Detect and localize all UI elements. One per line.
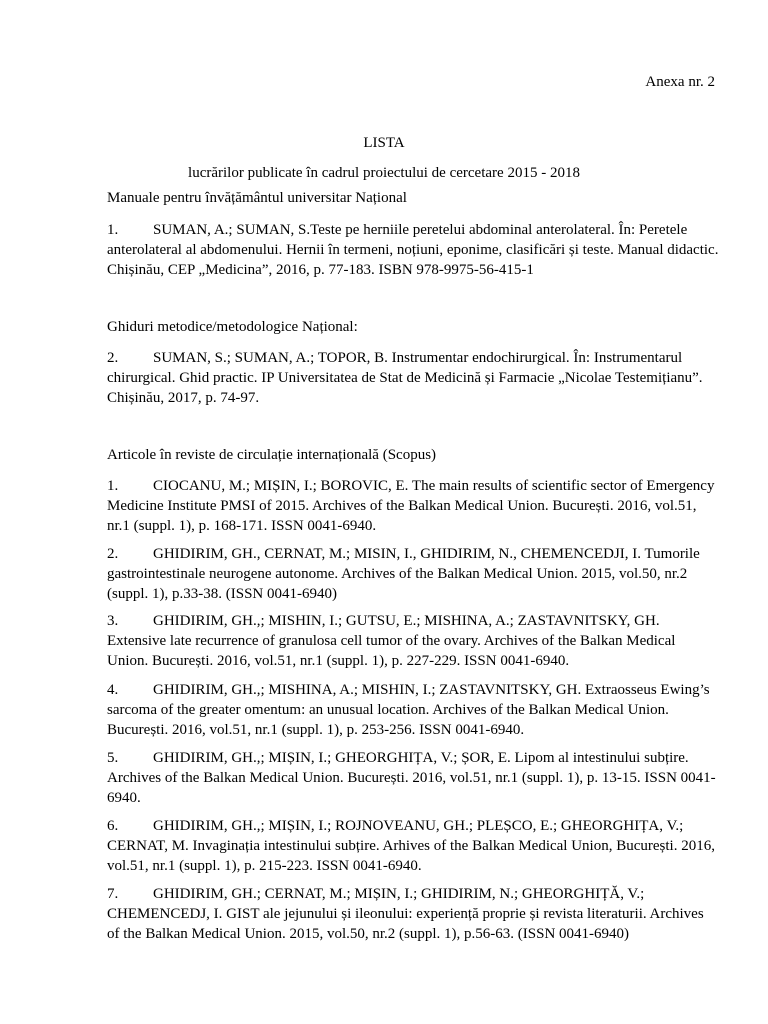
item-text: SUMAN, S.; SUMAN, A.; TOPOR, B. Instrumentar endochirurgical. În: Instrumentarul chirurgical. Ghid practic. IP Universitatea de Stat de Medicină și Farmacie „Nicolae Testemițianu”. Chișinău, 2017, p. 74-97. — [107, 350, 703, 406]
item-text: GHIDIRIM, GH.,; MIȘIN, I.; ROJNOVEANU, GH.; PLEȘCO, E.; GHEORGHIȚA, V.; CERNAT, M. Invaginația intestinului subțire. Arhives of the Balkan Medical Union, București. 2016, vol.51, nr.1 (suppl. 1), p. 215-223. ISSN 0041-6940. — [107, 818, 715, 874]
list-item — [107, 884, 719, 944]
list-item — [107, 220, 719, 280]
list-item — [107, 348, 719, 408]
document-title: LISTA — [363, 135, 405, 151]
item-text: GHIDIRIM, GH.,; MISHINA, A.; MISHIN, I.; ZASTAVNITSKY, GH. Extraosseus Ewing’s sarcoma of the greater omentum: an unusual location. Archives of the Balkan Medical Union. București. 2016, vol.51, nr.1 (suppl. 1), p. 253-256. ISSN 0041-6940. — [107, 682, 710, 738]
item-text: GHIDIRIM, GH.; CERNAT, M.; MIȘIN, I.; GHIDIRIM, N.; GHEORGHIȚĂ, V.; CHEMENCEDJ, I. GIST ale jejunului și ileonului: experiență proprie și revista literaturii. Archives of the Balkan Medical Union. 2015, vol.50, nr.2 (suppl. 1), p.56-63. (ISSN 0041-6940) — [107, 886, 704, 942]
item-text: GHIDIRIM, GH.,; MISHIN, I.; GUTSU, E.; MISHINA, A.; ZASTAVNITSKY, GH. Extensive late recurrence of granulosa cell tumor of the ovary. Archives of the Balkan Medical Union. București. 2016, vol.51, nr.1 (suppl. 1), p. 227-229. ISSN 0041-6940. — [107, 613, 676, 669]
list-item — [107, 544, 719, 604]
item-number: 1. — [107, 478, 119, 494]
item-text: CIOCANU, M.; MIȘIN, I.; BOROVIC, E. The main results of scientific sector of Emergency Medicine Institute PMSI of 2015. Archives of the Balkan Medical Union. București. 2016, vol.51, nr.1 (suppl. 1), p. 168-171. ISSN 0041-6940. — [107, 478, 715, 534]
item-number: 3. — [107, 613, 119, 629]
item-number: 5. — [107, 750, 119, 766]
item-text: GHIDIRIM, GH.,; MIȘIN, I.; GHEORGHIȚA, V.; ȘOR, E. Lipom al intestinului subțire. Archives of the Balkan Medical Union. București. 2016, vol.51, nr.1 (suppl. 1), p. 13-15. ISSN 0041-6940. — [107, 750, 716, 806]
item-text: SUMAN, A.; SUMAN, S.Teste pe herniile peretelui abdominal anterolateral. În: Peretele anterolateral al abdomenului. Hernii în termeni, noțiuni, eponime, clasificări și teste. Manual didactic. Chișinău, CEP „Medicina”, 2016, p. 77-183. ISBN 978-9975-56-415-1 — [107, 222, 719, 278]
item-number: 7. — [107, 886, 119, 902]
section-heading-guides: Ghiduri metodice/metodologice Național: — [107, 319, 358, 335]
document-subtitle: lucrărilor publicate în cadrul proiectului de cercetare 2015 - 2018 — [188, 165, 580, 181]
list-item — [107, 476, 719, 536]
section-heading-manuals: Manuale pentru învățământul universitar Național — [107, 190, 407, 206]
list-item — [107, 816, 719, 876]
list-item — [107, 680, 719, 740]
item-number: 2. — [107, 546, 119, 562]
section-heading-articles: Articole în reviste de circulație internațională (Scopus) — [107, 447, 437, 463]
item-text: GHIDIRIM, GH., CERNAT, M.; MISIN, I., GHIDIRIM, N., CHEMENCEDJI, I. Tumorile gastrointestinale neurogene autonome. Archives of the Balkan Medical Union. 2015, vol.50, nr.2 (suppl. 1), p.33-38. (ISSN 0041-6940) — [107, 546, 700, 602]
list-item — [107, 748, 719, 808]
item-number: 4. — [107, 682, 119, 698]
annex-label: Anexa nr. 2 — [645, 74, 715, 90]
item-number: 6. — [107, 818, 119, 834]
list-item — [107, 611, 719, 671]
item-number: 2. — [107, 350, 119, 366]
item-number: 1. — [107, 222, 119, 238]
